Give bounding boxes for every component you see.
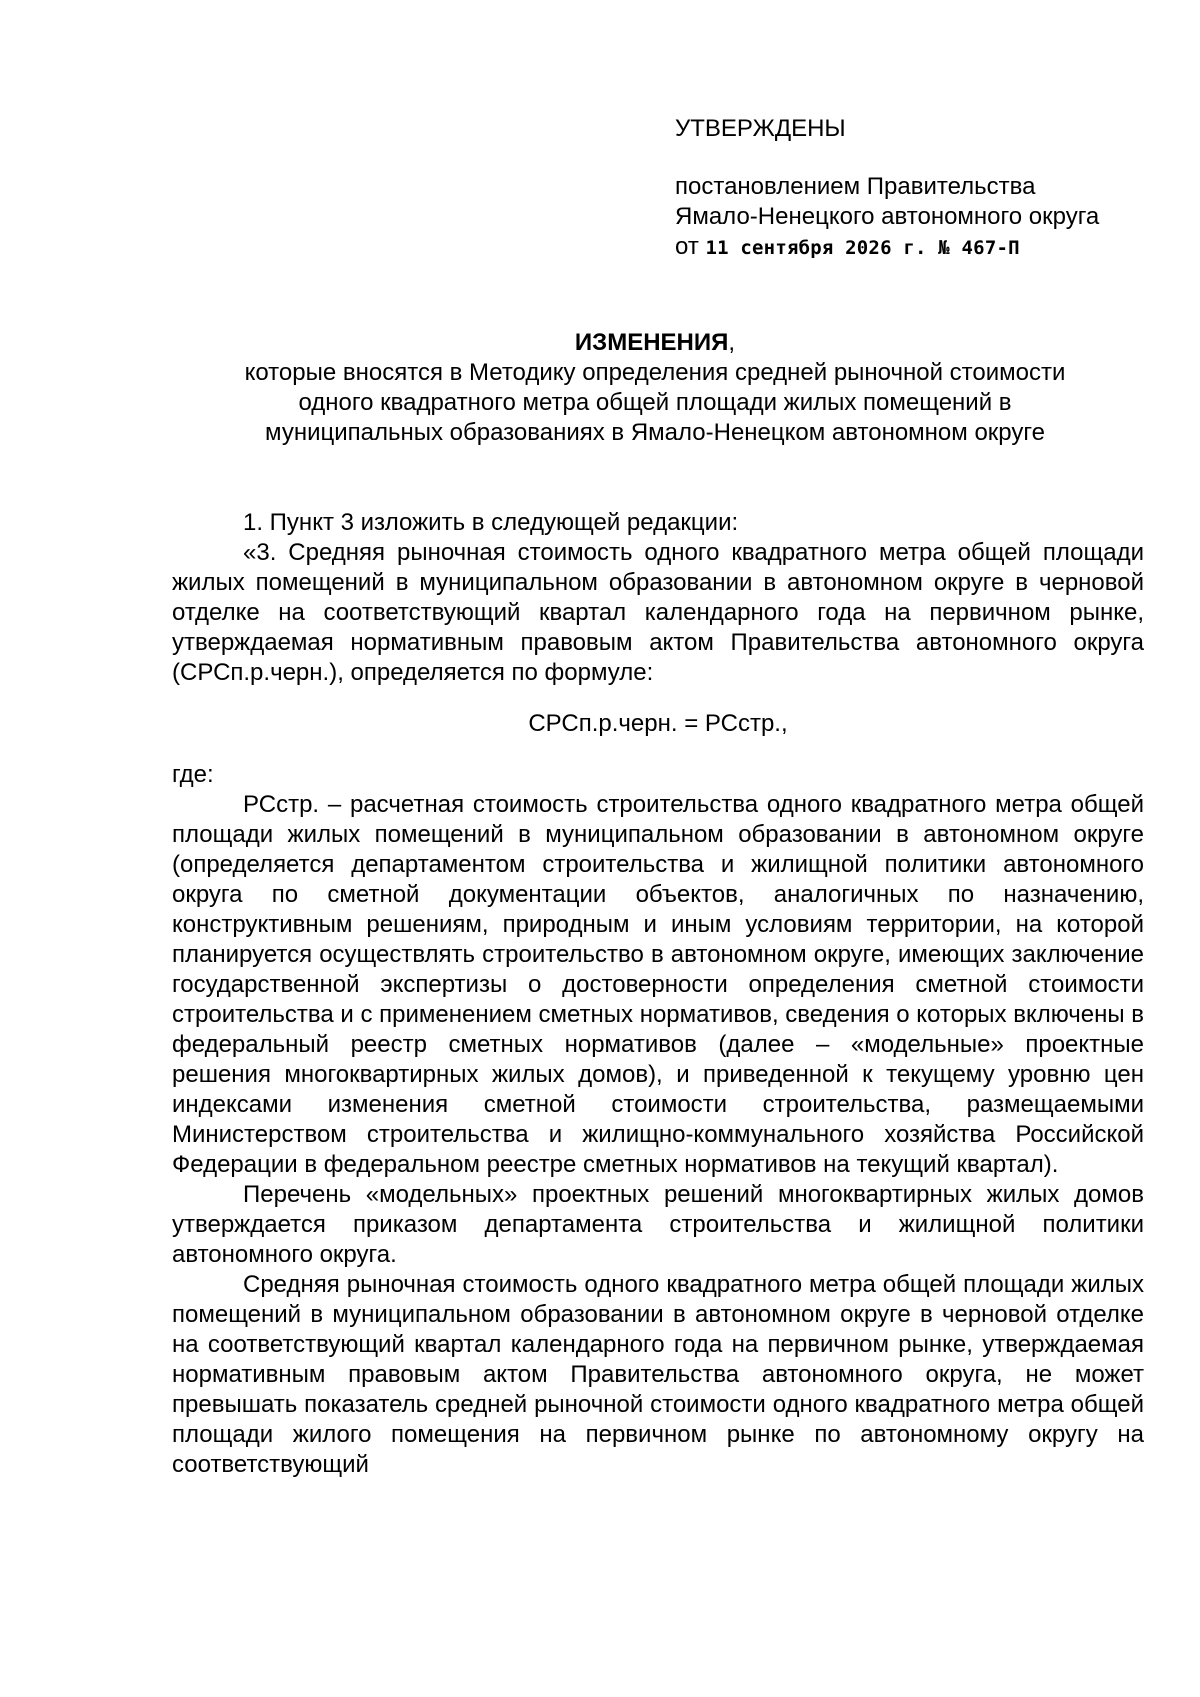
paragraph-rsstr-definition: РСстр. – расчетная стоимость строительства одного квадратного метра общей площади жилых помещений в муниципальном образовании в автономном округе (определяется департаментом строительства и жилищной политики автономного округа по сметной документации объектов, аналогичных по назначению, конструктивным решениям, природным и иным условиям территории, на которой планируется осуществлять строительство в автономном округе, имеющих заключение государственной экспертизы о достоверности определения сметной стоимости строительства и с применением сметных нормативов, сведения о которых включены в федеральный реестр сметных нормативов (далее – «модельные» проектные решения многоквартирных жилых домов), и приведенной к текущему уровню цен индексами изменения сметной стоимости строительства, размещаемыми Министерством строительства и жилищно-коммунального хозяйства Российской Федерации в федеральном реестре сметных нормативов на текущий квартал). [172, 791, 1144, 1178]
approval-date-line [675, 232, 1099, 263]
document-subtitle-line-3: муниципальных образованиях в Ямало-Ненецком автономном округе [265, 419, 1045, 446]
item-1-heading: 1. Пункт 3 изложить в следующей редакции: [243, 509, 739, 536]
approval-date-prefix: от [675, 233, 699, 260]
approval-block [675, 114, 1099, 263]
document-header [170, 328, 1140, 448]
formula: СРСп.р.черн. = РСстр., [528, 710, 788, 737]
paragraph-model-solutions-list: Перечень «модельных» проектных решений многоквартирных жилых домов утверждается приказом департамента строительства и жилищной политики автономного округа. [172, 1181, 1144, 1268]
document-title-line [170, 328, 1140, 358]
where-label: где: [172, 761, 214, 788]
document-title-suffix: , [728, 329, 736, 356]
paragraph-quote-point-3: «3. Средняя рыночная стоимость одного квадратного метра общей площади жилых помещений в муниципальном образовании в автономном округе в черновой отделке на соответствующий квартал календарного года на первичном рынке, утверждаемая нормативным правовым актом Правительства автономного округа (СРСп.р.черн.), определяется по формуле: [172, 539, 1144, 686]
document-subtitle-line-2: одного квадратного метра общей площади жилых помещений в [298, 389, 1012, 416]
paragraph-price-limit: Средняя рыночная стоимость одного квадратного метра общей площади жилых помещений в муниципальном образовании в автономном округе в черновой отделке на соответствующий квартал календарного года на первичном рынке, утверждаемая нормативным правовым актом Правительства автономного округа, не может превышать показатель средней рыночной стоимости одного квадратного метра общей площади жилого помещения на первичном рынке по автономному округу на соответствующий [172, 1271, 1144, 1478]
approval-region-line: Ямало-Ненецкого автономного округа [675, 203, 1100, 230]
approval-date-number: 11 сентября 2026 г. № 467-П [705, 237, 1020, 259]
document-body [172, 508, 1144, 1480]
approved-label: УТВЕРЖДЕНЫ [675, 115, 846, 142]
approval-decree-line: постановлением Правительства [675, 173, 1036, 200]
document-subtitle-line-1: которые вносятся в Методику определения средней рыночной стоимости [244, 359, 1066, 386]
document-title: ИЗМЕНЕНИЯ [574, 329, 729, 356]
